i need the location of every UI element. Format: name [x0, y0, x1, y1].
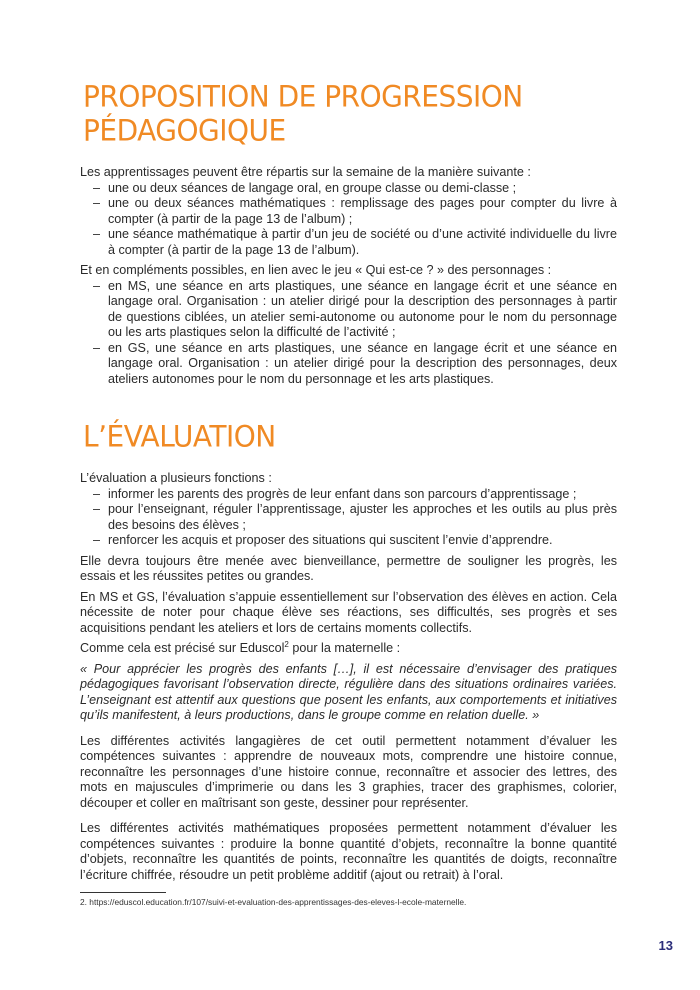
- paragraph: Les différentes activités langagières de cet outil permettent notamment d’évaluer les compétences suivantes : apprendre de nouveaux mots, comprendre une histoire connue, reconnaître les personnages d’une histoire connue, reconnaître et associer des lettres, des mots en majuscules d’imprimerie ou dans les 3 graphies, tracer des graphismes, colorier, découper et coller en maîtrisant son geste, dessiner pour représenter.: [80, 733, 617, 810]
- paragraph: Et en compléments possibles, en lien avec le jeu « Qui est-ce ? » des personnages :: [80, 263, 552, 277]
- paragraph: Elle devra toujours être menée avec bienveillance, permettre de souligner les progrès, les essais et les réussites petites ou grandes.: [80, 553, 617, 583]
- footnote-divider: [80, 892, 166, 893]
- title-line: PROPOSITION DE PROGRESSION: [83, 79, 523, 114]
- footnote-ref[interactable]: 2: [284, 639, 289, 649]
- list-item: – pour l’enseignant, réguler l’apprentissage, ajuster les approches et les outils au plus près des besoins des élèves ;: [80, 502, 617, 533]
- page-number: 13: [658, 938, 673, 953]
- footnote: 2. https://eduscol.education.fr/107/suivi-et-evaluation-des-apprentissages-des-eleves-l-ecole-maternelle.: [80, 897, 467, 907]
- list-item: – renforcer les acquis et proposer des situations qui suscitent l’envie d’apprendre.: [80, 533, 617, 549]
- paragraph: Les différentes activités mathématiques proposées permettent notamment d’évaluer les compétences suivantes : produire la bonne quantité d’objets, reconnaître la bonne quantité d’objets, reconnaître les quantités de points, reconnaître les quantités de doigts, reconnaître l’écriture chiffrée, résoudre un petit problème additif (ajout ou retrait) à l’oral.: [80, 821, 617, 882]
- paragraph: [80, 641, 617, 657]
- bullet-list: [80, 181, 617, 259]
- text: pour la maternelle :: [288, 641, 401, 655]
- paragraph: Les apprentissages peuvent être répartis sur la semaine de la manière suivante :: [80, 165, 531, 179]
- progression-body: [80, 165, 617, 392]
- bullet-list: [80, 279, 617, 388]
- list-item: – en MS, une séance en arts plastiques, une séance en langage écrit et une séance en langage oral. Organisation : un atelier dirigé pour la description des personnages à partir de questions ciblées, un atelier semi-autonome ou autonome pour le nom du personnage ou les arts plastiques selon la difficulté de l’activité ;: [80, 279, 617, 341]
- text: Comme cela est précisé sur Eduscol: [80, 641, 285, 655]
- title-line: PÉDAGOGIQUE: [83, 112, 286, 148]
- section-title-evaluation: L’ÉVALUATION: [83, 419, 276, 454]
- quote: « Pour apprécier les progrès des enfants […], il est nécessaire d’envisager des pratiques pédagogiques favorisant l’observation directe, régulière dans des situations ordinaires variées. L’enseignant est attentif aux questions que posent les enfants, aux comportements et initiatives qu’ils manifestent, à leurs productions, dans le groupe comme en relation duelle. »: [80, 661, 617, 722]
- list-item: – en GS, une séance en arts plastiques, une séance en langage écrit et une séance en langage oral. Organisation : un atelier dirigé pour la description des personnages, deux ateliers autonomes pour le nom du personnage et les arts plastiques.: [80, 341, 617, 388]
- list-item: – informer les parents des progrès de leur enfant dans son parcours d’apprentissage ;: [80, 487, 617, 503]
- list-item: – une séance mathématique à partir d’un jeu de société ou d’une activité individuelle du livre à compter (à partir de la page 13 de l’album).: [80, 227, 617, 258]
- evaluation-body: [80, 471, 617, 888]
- paragraph: L’évaluation a plusieurs fonctions :: [80, 471, 272, 485]
- paragraph: En MS et GS, l’évaluation s’appuie essentiellement sur l’observation des élèves en action. Cela nécessite de noter pour chaque élève ses réactions, ses difficultés, ses progrès et ses acquisitions pendant les ateliers et lors de certains moments collectifs.: [80, 589, 617, 635]
- bullet-list: [80, 487, 617, 549]
- list-item: – une ou deux séances de langage oral, en groupe classe ou demi-classe ;: [80, 181, 617, 197]
- section-title-progression: [83, 80, 523, 147]
- list-item: – une ou deux séances mathématiques : remplissage des pages pour compter du livre à compter (à partir de la page 13 de l’album) ;: [80, 196, 617, 227]
